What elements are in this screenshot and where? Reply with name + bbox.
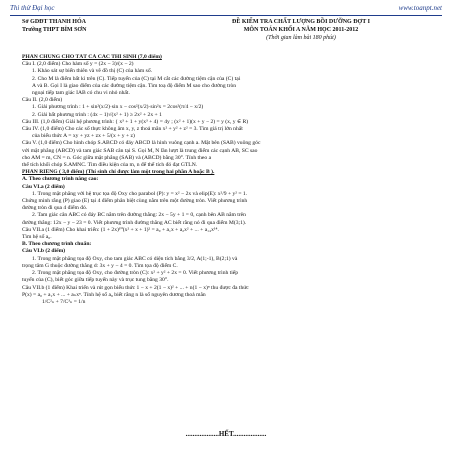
site-header-bar: [10, 4, 442, 14]
exam-line: trọng tâm G thuộc đường thẳng d: 3x + y − 4 = 0. Tìm tọa độ điểm C.: [22, 262, 178, 269]
exam-line: B. Theo chương trình chuẩn:: [22, 241, 92, 248]
exam-line: 2. Tam giác cân ABC có đáy BC nằm trên đường thẳng: 2x − 5y + 1 = 0, cạnh bên AB nằm trên: [32, 212, 246, 219]
exam-line: Câu VI.b (2 điểm): [22, 248, 66, 255]
exam-time: (Thời gian làm bài 180 phút): [266, 35, 336, 41]
site-url-right[interactable]: www.toanpt.net: [398, 4, 442, 12]
exam-line: Tìm hệ số a₆.: [22, 234, 52, 241]
exam-header: [22, 18, 430, 52]
exam-line: 1. Trong mặt phẳng với hệ trục tọa độ Oxy cho parabol (P): y = x² − 2x và elip(E): x²/9 + y² = 1.: [32, 190, 248, 197]
school-name: Trường THPT BỈM SƠN: [22, 27, 87, 33]
exam-line: 1/C²ₙ + 7/C³ₙ = 1/n: [42, 298, 86, 305]
end-marker: ...................HẾT...................: [185, 430, 267, 438]
exam-title: ĐỀ KIỂM TRA CHẤT LƯỢNG BỒI DƯỠNG ĐỢT I: [232, 19, 370, 25]
header-divider: [10, 15, 442, 16]
exam-line: Câu VII.a (1 điểm) Cho khai triển: (1 + 2x)¹⁰(x² + x + 1)² = a₀ + a₁x + a₂x² + ... + a₁₄x¹⁴.: [22, 226, 219, 233]
exam-line: 2. Trong mặt phẳng tọa độ Oxy, cho đường tròn (C): x² + y² + 2x = 0. Viết phương trình tiếp: [32, 270, 239, 277]
exam-line: Câu I. (2,0 điểm) Cho hàm số y = (2x − 3)/(x − 2): [22, 61, 134, 68]
exam-line: PHẦN RIÊNG ( 3,0 điểm) (Thí sinh chỉ được làm một trong hai phần A hoặc B ).: [22, 169, 215, 176]
exam-content: [22, 54, 434, 306]
exam-line: đường thẳng: 12x − y − 23 = 0. Viết phương trình đường thẳng AC biết rằng nó đi qua điểm M(3;1).: [22, 219, 247, 226]
site-name-left: Thi thử Đại học: [10, 4, 55, 12]
exam-line: Câu IV. (1,0 điểm) Cho các số thực không âm x, y, z thoả mãn x² + y² + z² = 3. Tìm giá trị lớn nhất: [22, 126, 243, 133]
exam-line: 2. Cho M là điểm bất kì trên (C). Tiếp tuyến của (C) tại M cắt các đường tiệm cận của (C) tại: [32, 75, 241, 82]
exam-line: Chứng minh rằng (P) giao (E) tại 4 điểm phân biệt cùng nằm trên một đường tròn. Viết phương trình: [22, 198, 248, 205]
exam-line: cho AM = m, CN = n. Góc giữa mặt phẳng (SAB) và (ABCD) bằng 30°. Tính theo a: [22, 154, 212, 161]
department-name: Sở GDĐT THANH HÓA: [22, 19, 86, 25]
exam-line: tuyến của (C), biết góc giữa tiếp tuyến này và trục tung bằng 30°.: [22, 277, 169, 284]
exam-line: Câu VII.b (1 điểm) Khai triển và rút gọn biểu thức 1 − x + 2(1 − x)² + ... + n(1 − x)ⁿ thu được đa thức: [22, 284, 249, 291]
exam-line: Câu VI.a (2 điểm): [22, 183, 65, 190]
exam-line: 1. Giải phương trình : 1 + sin²(x/2)·sin x − cos²(x/2)·sin²x = 2cos²(π/4 − x/2): [32, 104, 204, 111]
exam-line: P(x) = a₀ + a₁x + ... + aₙxⁿ. Tính hệ số a₈ biết rằng n là số nguyên dương thoả mãn: [22, 291, 206, 298]
school-block: [22, 18, 152, 34]
exam-line: PHẦN CHUNG CHO TẤT CẢ CÁC THÍ SINH (7,0 điểm): [22, 54, 162, 60]
exam-line: 1. Khảo sát sự biến thiên và vẽ đồ thị (C) của hàm số.: [32, 68, 153, 75]
exam-line: A. Theo chương trình nâng cao:: [22, 176, 99, 183]
exam-line: đường tròn đi qua 4 điểm đó.: [22, 205, 88, 212]
exam-line: Câu V. (1,0 điểm) Cho hình chóp S.ABCD có đáy ABCD là hình vuông cạnh a. Mặt bên (SAB) vuông góc: [22, 140, 261, 147]
exam-line: ngoại tiếp tam giác IAB có chu vi nhỏ nhất.: [32, 90, 130, 97]
exam-title-block: [172, 18, 430, 42]
exam-line: của biểu thức A = xy + yz + zx + 5/(x + y + z): [32, 133, 135, 140]
exam-line: Câu III. (1,0 điểm) Giải hệ phương trình: { x³ + 1 + y(x³ + 4) = 4y ; (x² + 1)(x + y − 2) = y (x, y ∈ R): [22, 118, 249, 125]
exam-line: 1. Trong mặt phẳng tọa độ Oxy, cho tam giác ABC có diện tích bằng 3/2, A(1;-1), B(2;1) và: [32, 255, 238, 262]
exam-line: thể tích khối chóp S.AMNC. Tìm điều kiện của m, n để thể tích đó đạt GTLN.: [22, 162, 198, 169]
exam-line: 2. Giải bất phương trình : (4x − 1)√(x² + 1) ≥ 2x² + 2x + 1: [32, 111, 162, 118]
exam-line: với mặt phẳng (ABCD) và tam giác SAB cân tại S. Gọi M, N lần lượt là trung điểm các cạnh AB, SC sao: [22, 147, 258, 154]
exam-line: A và B. Gọi I là giao điểm của các đường tiệm cận. Tìm toạ độ điểm M sao cho đường tròn: [32, 82, 237, 89]
exam-subject: MÔN TOÁN KHỐI A NĂM HỌC 2011-2012: [243, 27, 359, 33]
exam-line: Câu II. (2,0 điểm): [22, 97, 63, 104]
